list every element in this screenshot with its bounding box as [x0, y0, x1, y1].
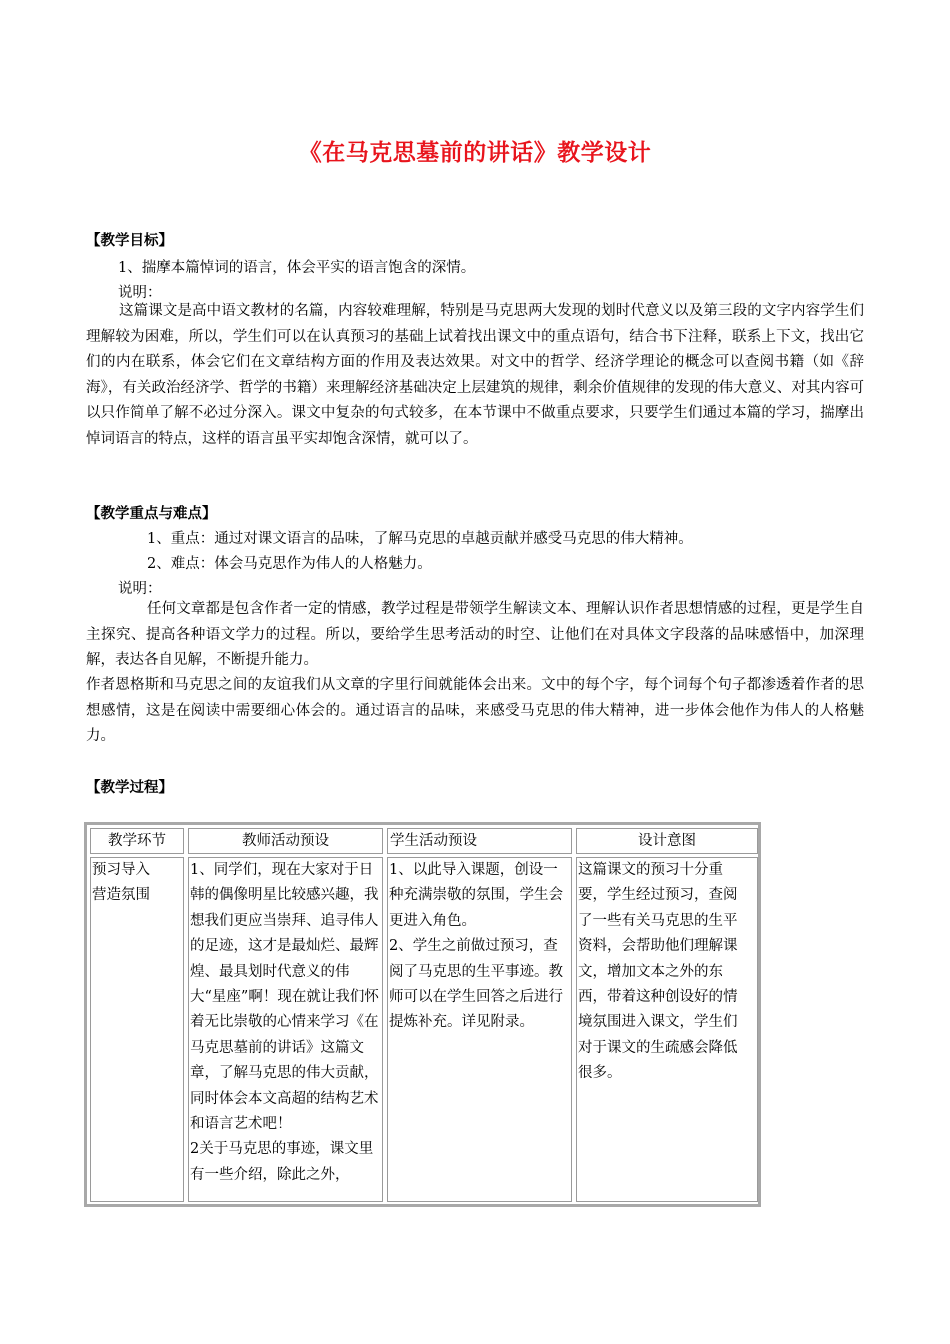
key-point-paragraph-1: 任何文章都是包含作者一定的情感，教学过程是带领学生解读文本、理解认识作者思想情感的过程，更是学生自主探究、提高各种语文学力的过程。所以，要给学生思考活动的时空、让他们在对具体文字段落的品味感悟中，加深理解，表达各自见解，不断提升能力。 [86, 601, 864, 668]
design-intent-text: 这篇课文的预习十分重要，学生经过预习，查阅了一些有关马克思的生平资料，会帮助他们理解课文，增加文本之外的东西，带着这种创设好的情境氛围进入课文，学生们对于课文的生疏感会降低很多。 [578, 862, 738, 1082]
key-point-item-2: 2、难点：体会马克思作为伟人的人格魅力。 [147, 556, 432, 572]
key-point-paragraph-2: 作者恩格斯和马克思之间的友谊我们从文章的字里行间就能体会出来。文中的每个字，每个词每个句子都渗透着作者的思想感情，这是在阅读中需要细心体会的。通过语言的品味，来感受马克思的伟大精神，进一步体会他作为伟人的人格魅力。 [86, 677, 864, 744]
table-cell-intent [576, 857, 758, 1202]
stage-text: 预习导入营造氛围 [92, 862, 150, 904]
student-activity-2: 2、学生之前做过预习，查阅了马克思的生平事迹。教师可以在学生回答之后进行提炼补充。详见附录。 [389, 938, 563, 1031]
teaching-process-table [84, 822, 761, 1207]
table-header-stage: 教学环节 [90, 828, 184, 854]
table-cell-teacher [188, 857, 383, 1202]
goal-item-1: 1、揣摩本篇悼词的语言，体会平实的语言饱含的深情。 [118, 260, 476, 276]
page-title: 《在马克思墓前的讲话》教学设计 [298, 140, 652, 166]
table-cell-stage [90, 857, 184, 1202]
table-header-intent: 设计意图 [576, 828, 758, 854]
teacher-activity-2: 2关于马克思的事迹，课文里有一些介绍，除此之外， [190, 1141, 374, 1183]
key-point-item-1: 1、重点：通过对课文语言的品味，了解马克思的卓越贡献并感受马克思的伟大精神。 [147, 531, 693, 547]
table-cell-student [387, 857, 572, 1202]
heading-teaching-goals: 【教学目标】 [86, 233, 173, 249]
heading-teaching-process: 【教学过程】 [86, 780, 173, 796]
student-activity-1: 1、以此导入课题，创设一种充满崇敬的氛围，学生会更进入角色。 [389, 862, 563, 929]
goal-note-paragraph: 这篇课文是高中语文教材的名篇，内容较难理解，特别是马克思两大发现的划时代意义以及第三段的文字内容学生们理解较为困难，所以，学生们可以在认真预习的基础上试着找出课文中的重点语句，结合书下注释，联系上下文，找出它们的内在联系，体会它们在文章结构方面的作用及表达效果。对文中的哲学、经济学理论的概念可以查阅书籍（如《辞海》，有关政治经济学、哲学的书籍）来理解经济基础决定上层建筑的规律，剩余价值规律的发现的伟大意义、对其内容可以只作简单了解不必过分深入。课文中复杂的句式较多，在本节课中不做重点要求，只要学生们通过本篇的学习，揣摩出悼词语言的特点，这样的语言虽平实却饱含深情，就可以了。 [86, 303, 864, 447]
heading-key-points: 【教学重点与难点】 [86, 506, 217, 522]
goal-note-label: 说明： [118, 285, 162, 301]
table-header-teacher: 教师活动预设 [188, 828, 383, 854]
key-point-note-label: 说明： [118, 581, 162, 597]
teacher-activity-1: 1、同学们，现在大家对于日韩的偶像明星比较感兴趣，我想我们更应当崇拜、追寻伟人的足迹，这才是最灿烂、最辉煌、最具划时代意义的伟大“星座”啊！现在就让我们怀着无比崇敬的心情来学习《在马克思墓前的讲话》这篇文章，了解马克思的伟大贡献，同时体会本文高超的结构艺术和语言艺术吧！ [190, 862, 379, 1133]
table-header-student: 学生活动预设 [387, 828, 572, 854]
